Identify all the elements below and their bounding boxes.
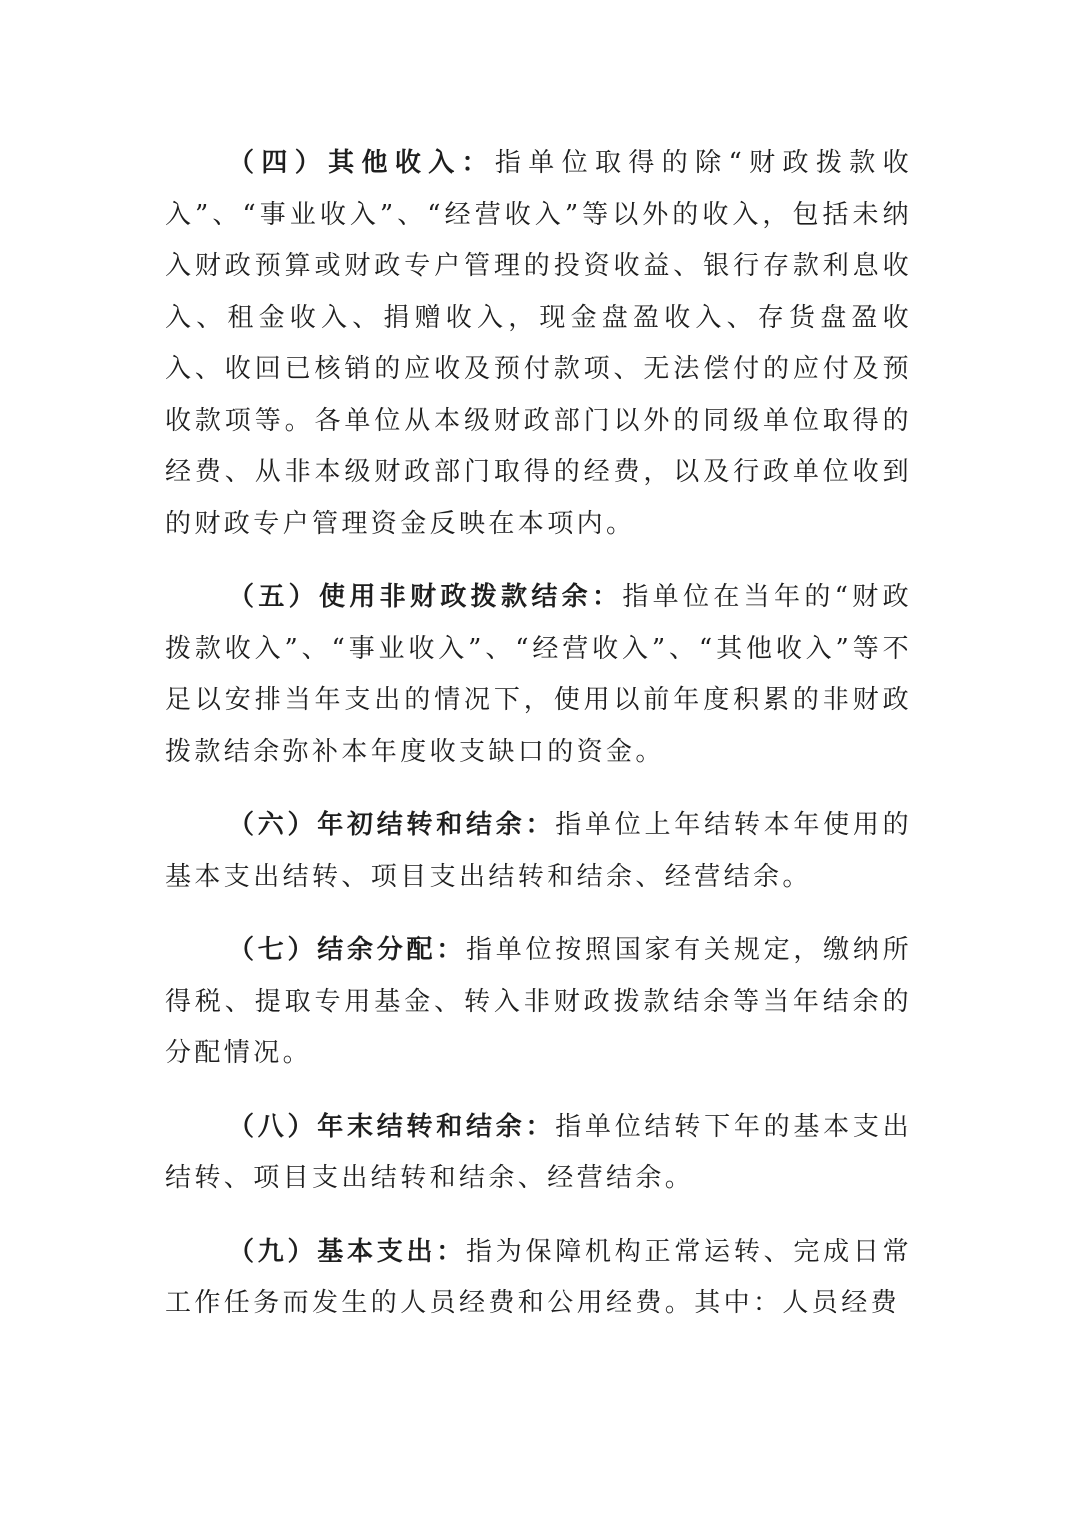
paragraph-text: 指单位上年结转本年使用的基本支出结转、项目支出结转和结余、经营结余。 [165,810,912,892]
paragraph-heading: （六）年初结转和结余： [228,810,556,840]
paragraph-non-fiscal-balance-use [165,572,912,778]
paragraph-closing-carryover [165,1102,912,1205]
paragraph-heading: （五）使用非财政拨款结余： [228,582,623,612]
paragraph-heading: （四）其他收入： [228,148,495,178]
paragraph-opening-carryover [165,800,912,903]
paragraph-text: 指为保障机构正常运转、完成日常工作任务而发生的人员经费和公用经费。其中：人员经费 [165,1236,912,1318]
paragraph-surplus-distribution [165,925,912,1080]
paragraph-heading: （七）结余分配： [228,935,467,965]
paragraph-heading: （九）基本支出： [228,1236,467,1267]
paragraph-text: 指单位按照国家有关规定，缴纳所得税、提取专用基金、转入非财政拨款结余等当年结余的分配情况。 [165,935,912,1068]
paragraph-text: 指单位取得的除“财政拨款收入”、“事业收入”、“经营收入”等以外的收入，包括未纳入财政预算或财政专户管理的投资收益、银行存款利息收入、租金收入、捐赠收入，现金盘盈收入、存货盘盈收入、收回已核销的应收及预付款项、无法偿付的应付及预收款项等。各单位从本级财政部门以外的同级单位取得的经费、从非本级财政部门取得的经费，以及行政单位收到的财政专户管理资金反映在本项内。 [165,148,912,539]
paragraph-basic-expenditure [165,1227,912,1330]
paragraph-other-income [165,138,912,550]
paragraph-text: 指单位结转下年的基本支出结转、项目支出结转和结余、经营结余。 [165,1111,912,1193]
paragraph-text: 指单位在当年的“财政拨款收入”、“事业收入”、“经营收入”、“其他收入”等不足以安排当年支出的情况下，使用以前年度积累的非财政拨款结余弥补本年度收支缺口的资金。 [165,582,913,767]
document-body [165,138,912,1352]
paragraph-heading: （八）年末结转和结余： [228,1111,556,1142]
